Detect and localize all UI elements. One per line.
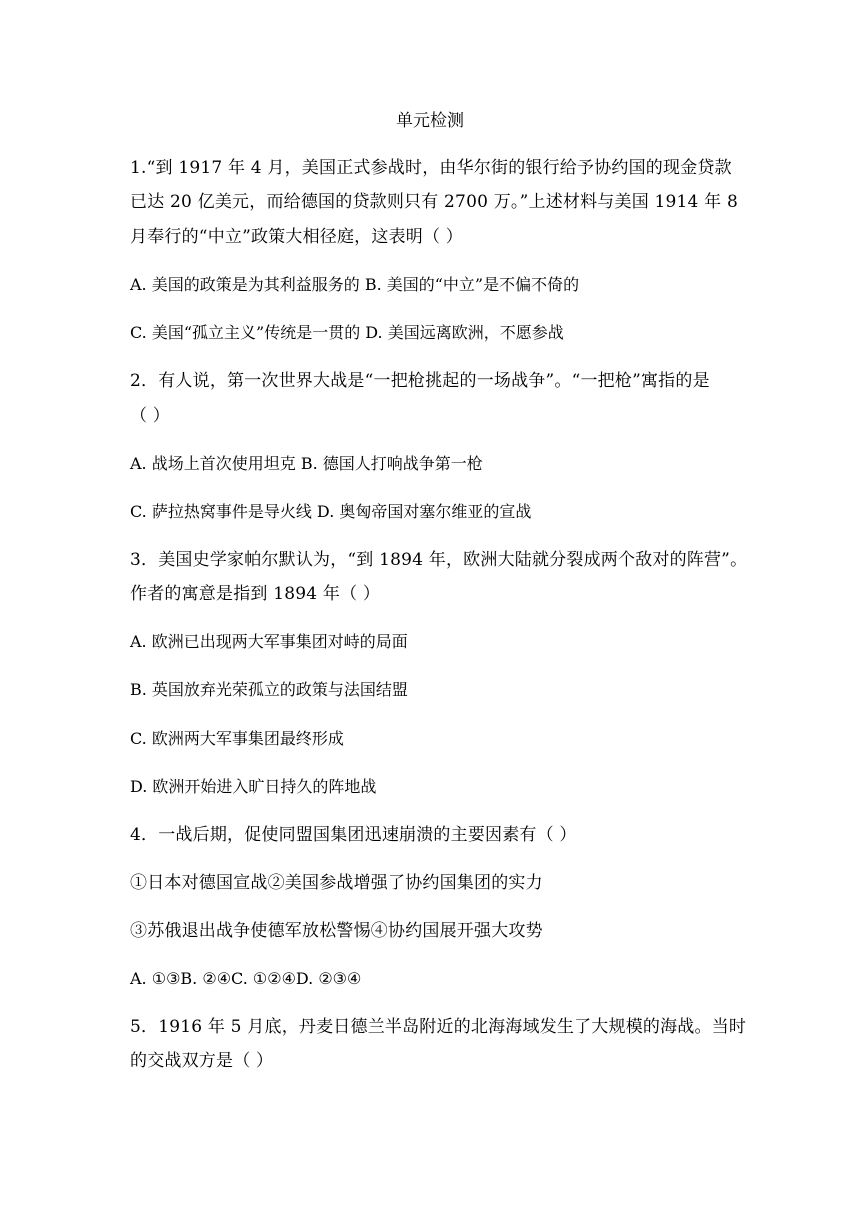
question-4-item-12: ①日本对德国宣战②美国参战增强了协约国集团的实力 bbox=[130, 873, 543, 893]
question-2-line-1: 2．有人说，第一次世界大战是“一把枪挑起的一场战争”。“一把枪”寓指的是 bbox=[130, 371, 710, 391]
question-2-line-2: （ ） bbox=[130, 406, 171, 426]
question-2-options-ab: A. 战场上首次使用坦克 B. 德国人打响战争第一枪 bbox=[130, 454, 483, 473]
question-4-item-34: ③苏俄退出战争使德军放松警惕④协约国展开强大攻势 bbox=[130, 921, 543, 941]
question-3-line-1: 3．美国史学家帕尔默认为，“到 1894 年，欧洲大陆就分裂成两个敌对的阵营”。 bbox=[130, 550, 748, 570]
page-title: 单元检测 bbox=[396, 111, 464, 131]
question-1-line-3: 月奉行的“中立”政策大相径庭，这表明（ ） bbox=[130, 227, 463, 247]
question-1-line-1: 1.“到 1917 年 4 月，美国正式参战时，由华尔街的银行给予协约国的现金贷款 bbox=[130, 158, 732, 178]
question-2-options-cd: C. 萨拉热窝事件是导火线 D. 奥匈帝国对塞尔维亚的宣战 bbox=[130, 502, 532, 521]
question-1-options-cd: C. 美国“孤立主义”传统是一贯的 D. 美国远离欧洲，不愿参战 bbox=[130, 323, 564, 342]
question-3-option-a: A. 欧洲已出现两大军事集团对峙的局面 bbox=[130, 632, 408, 651]
question-3-option-d: D. 欧洲开始进入旷日持久的阵地战 bbox=[130, 777, 377, 796]
question-3-option-b: B. 英国放弃光荣孤立的政策与法国结盟 bbox=[130, 680, 408, 699]
question-4-options: A. ①③B. ②④C. ①②④D. ②③④ bbox=[130, 969, 362, 988]
question-1-line-2: 已达 20 亿美元，而给德国的贷款则只有 2700 万。”上述材料与美国 1914 年 8 bbox=[130, 192, 738, 212]
question-1-options-ab: A. 美国的政策是为其利益服务的 B. 美国的“中立”是不偏不倚的 bbox=[130, 275, 580, 294]
question-5-line-2: 的交战双方是（ ） bbox=[130, 1051, 274, 1071]
question-3-option-c: C. 欧洲两大军事集团最终形成 bbox=[130, 729, 344, 748]
question-5-line-1: 5．1916 年 5 月底，丹麦日德兰半岛附近的北海海域发生了大规模的海战。当时 bbox=[130, 1017, 747, 1037]
question-3-line-2: 作者的寓意是指到 1894 年（ ） bbox=[130, 584, 381, 604]
question-4-line-1: 4．一战后期，促使同盟国集团迅速崩溃的主要因素有（ ） bbox=[130, 825, 577, 845]
